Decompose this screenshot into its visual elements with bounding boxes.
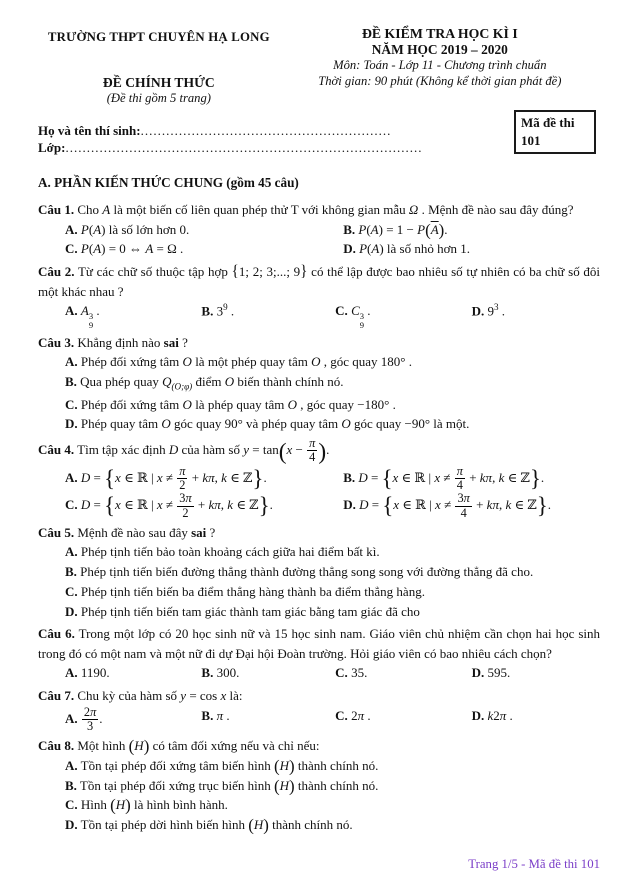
question-1 — [38, 200, 600, 259]
option-B: B. Qua phép quay $Q_{(O;\varphi)}$ điểm O biến thành chính nó. — [65, 374, 344, 392]
option-D: D. Phép tịnh tiến biến tam giác thành tam giác bằng tam giác đã cho — [65, 603, 420, 619]
section-heading: A. PHẦN KIẾN THỨC CHUNG (gồm 45 câu) — [38, 175, 299, 190]
options — [65, 756, 600, 835]
exam-title: ĐỀ KIỂM TRA HỌC KÌ I — [361, 26, 518, 41]
options — [65, 706, 600, 734]
option-A: A. P(A) là số lớn hơn 0. — [65, 221, 190, 237]
option-C: C. Phép tịnh tiến biến ba điểm thẳng hàng thành ba điểm thẳng hàng. — [65, 583, 425, 599]
question-stem: Câu 8. Một hình (H) có tâm đối xứng nếu và chỉ nếu: — [38, 737, 320, 757]
class-field: .................................................................................... — [65, 140, 423, 155]
option-D: D. Phép quay tâm O góc quay 90° và phép quay tâm O góc quay −90° là một. — [65, 416, 470, 432]
option-D: D. 595. — [471, 665, 511, 681]
option-B: B. $P(A) = 1 - P(\overline{A})$. — [343, 220, 448, 240]
duration-line: Thời gian: 90 phút (Không kể thời gian phát đề) — [318, 73, 562, 88]
option-A: A. Tồn tại phép đối xứng tâm biến hình (H) thành chính nó. — [65, 756, 379, 776]
question-4 — [38, 437, 600, 520]
question-stem: Câu 5. Mệnh đề nào sau đây sai ? — [38, 524, 216, 540]
question-5 — [38, 523, 600, 622]
option-C: C. Hình (H) là hình bình hành. — [65, 796, 228, 816]
option-D: D. Tồn tại phép dời hình biến hình (H) thành chính nó. — [65, 815, 353, 835]
option-D: D. D = {x ∈ ℝ | x ≠ $\frac{3\pi}{4}$ + kπ, k ∈ ℤ}. — [343, 491, 552, 520]
question-2 — [38, 262, 600, 330]
options — [65, 220, 600, 260]
exam-code-value: 101 — [521, 133, 541, 149]
question-6 — [38, 624, 600, 683]
pages-note: (Đề thi gồm 5 trang) — [106, 91, 211, 105]
question-stem: Câu 6. Trong một lớp có 20 học sinh nữ và 15 học sinh nam. Giáo viên chủ nhiệm cần chọn hai học sinh trong đó có một nam và một nữ đi dự Đại hội Đoàn trường. Hỏi giáo viên có bao nhiêu cách chọn? — [38, 626, 600, 661]
option-D: D. P(A) là số nhỏ hơn 1. — [343, 241, 470, 257]
option-A: A. 1190. — [65, 665, 110, 681]
class-label: Lớp: — [38, 140, 66, 155]
question-8 — [38, 736, 600, 835]
student-name-line — [38, 122, 392, 139]
option-A: A. A 3 9 . — [65, 303, 100, 330]
school-year: NĂM HỌC 2019 – 2020 — [371, 42, 508, 57]
option-C: C. C 3 9 . — [335, 303, 371, 330]
header-right-column — [280, 26, 600, 106]
question-stem: Câu 3. Khẳng định nào sai ? — [38, 334, 188, 350]
option-B: B. π . — [201, 707, 230, 723]
option-B: B. Tồn tại phép đối xứng trục biến hình (H) thành chính nó. — [65, 776, 379, 796]
student-name-label: Họ và tên thí sinh: — [38, 123, 141, 138]
options — [65, 301, 600, 330]
option-A: A. $\frac{2\pi}{3}$ . — [65, 704, 103, 734]
options — [65, 542, 600, 621]
exam-code-box — [514, 110, 596, 154]
school-name: TRƯỜNG THPT CHUYÊN HẠ LONG — [47, 30, 270, 44]
subject-line: Môn: Toán - Lớp 11 - Chương trình chuẩn — [333, 58, 547, 72]
exam-code-label: Mã đề thi — [521, 115, 575, 130]
option-C: C. Phép đối xứng tâm O là phép quay tâm O , góc quay −180° . — [65, 396, 396, 412]
questions — [38, 200, 600, 835]
question-stem: Câu 4. Tìm tập xác định D của hàm số y = tan(x − $\frac{\pi}{4}$ ). — [38, 436, 330, 465]
options — [65, 352, 600, 434]
question-stem: Câu 1. Cho A là một biến cố liên quan phép thử T với không gian mẫu Ω . Mệnh đề nào sau đây đúng? — [38, 202, 574, 217]
question-stem: Câu 7. Chu kỳ của hàm số y = cos x là: — [38, 688, 243, 704]
option-C: C. P(A) = 0 ⇔ A = Ω . — [65, 241, 184, 257]
option-C: C. 35. — [335, 665, 368, 681]
question-3 — [38, 333, 600, 434]
student-name-field: ........................................................... — [140, 123, 392, 138]
option-A: A. Phép tịnh tiến bảo toàn khoảng cách giữa hai điểm bất kì. — [65, 544, 380, 560]
option-B: B. Phép tịnh tiến biến đường thẳng thành đường thẳng song song với đường thẳng đã cho. — [65, 564, 534, 580]
option-A: A. D = {x ∈ ℝ | x ≠ $\frac{\pi}{2}$ + kπ, k ∈ ℤ}. — [65, 463, 267, 492]
option-D: D. k2π . — [471, 707, 513, 723]
question-stem: Câu 2. Từ các chữ số thuộc tập hợp {1; 2; 3;...; 9} có thể lập được bao nhiêu số tự nhiên có ba chữ số đôi một khác nhau ? — [38, 263, 600, 299]
official-exam-label: ĐỀ CHÍNH THỨC — [102, 75, 215, 90]
header-left-column — [38, 26, 280, 106]
option-C: C. D = {x ∈ ℝ | x ≠ $\frac{3\pi}{2}$ + kπ, k ∈ ℤ}. — [65, 491, 273, 520]
option-D: D. $9^3$ . — [471, 302, 506, 319]
option-B: B. D = {x ∈ ℝ | x ≠ $\frac{\pi}{4}$ + kπ, k ∈ ℤ}. — [343, 463, 545, 492]
options — [65, 663, 600, 683]
options — [65, 465, 600, 520]
exam-header — [38, 26, 600, 106]
class-line — [38, 139, 423, 156]
option-B: B. 300. — [201, 665, 240, 681]
option-B: B. $3^9$ . — [201, 302, 235, 319]
option-A: A. Phép đối xứng tâm O là một phép quay tâm O , góc quay 180° . — [65, 354, 412, 370]
question-7 — [38, 686, 600, 733]
page-footer: Trang 1/5 - Mã đề thi 101 — [468, 857, 600, 871]
option-C: C. 2π . — [335, 707, 371, 723]
